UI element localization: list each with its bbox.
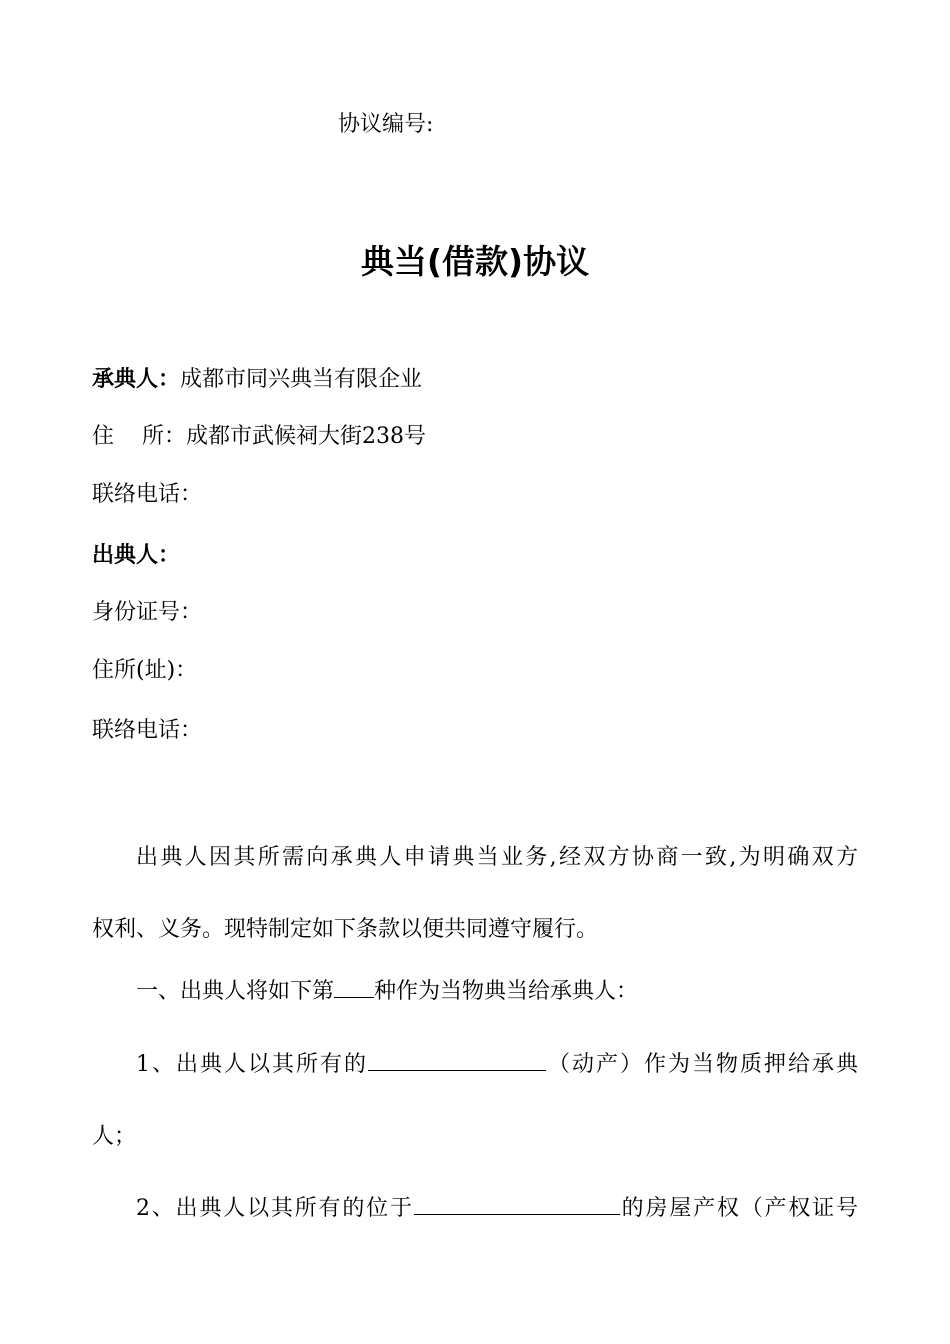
item-2-line1 — [92, 1192, 858, 1224]
pawnee-address-line — [92, 422, 426, 452]
pawnee-address-label: 住 所： — [92, 424, 186, 449]
item-1-prefix: 1、出典人以其所有的 — [136, 1052, 368, 1077]
document-title: 典当(借款)协议 — [360, 242, 590, 281]
agreement-number-label: 协议编号: — [338, 112, 434, 137]
item-1-line2: 人； — [92, 1124, 137, 1149]
clause-1-blank — [334, 975, 374, 998]
pawnee-name-line — [92, 364, 422, 395]
pawnee-name: 成都市同兴典当有限企业 — [180, 367, 423, 392]
intro-paragraph-line2: 权利、义务。现特制定如下条款以便共同遵守履行。 — [92, 917, 599, 942]
clause-1-suffix: 种作为当物典当给承典人： — [374, 979, 639, 1004]
pawnee-label: 承典人： — [92, 366, 181, 392]
pawnor-id-label: 身份证号： — [92, 600, 203, 625]
pawnor-address-label: 住所(址)： — [92, 658, 198, 683]
intro-paragraph-line1: 出典人因其所需向承典人申请典当业务,经双方协商一致,为明确双方 — [136, 845, 858, 870]
clause-1-prefix: 一、出典人将如下第 — [136, 979, 335, 1004]
item-1-line1 — [92, 1048, 858, 1080]
item-1-suffix: （动产）作为当物质押给承典 — [546, 1052, 858, 1077]
item-1-blank — [368, 1048, 546, 1071]
pawnee-phone-label: 联络电话： — [92, 482, 203, 507]
item-2-suffix: 的房屋产权（产权证号 — [619, 1196, 858, 1221]
pawnor-phone-label: 联络电话： — [92, 718, 203, 743]
item-2-prefix: 2、出典人以其所有的位于 — [136, 1196, 414, 1221]
pawnee-address: 成都市武候祠大街238号 — [185, 424, 426, 449]
pawnor-label: 出典人： — [92, 542, 181, 568]
clause-1 — [92, 975, 858, 1007]
item-2-blank — [414, 1192, 620, 1215]
